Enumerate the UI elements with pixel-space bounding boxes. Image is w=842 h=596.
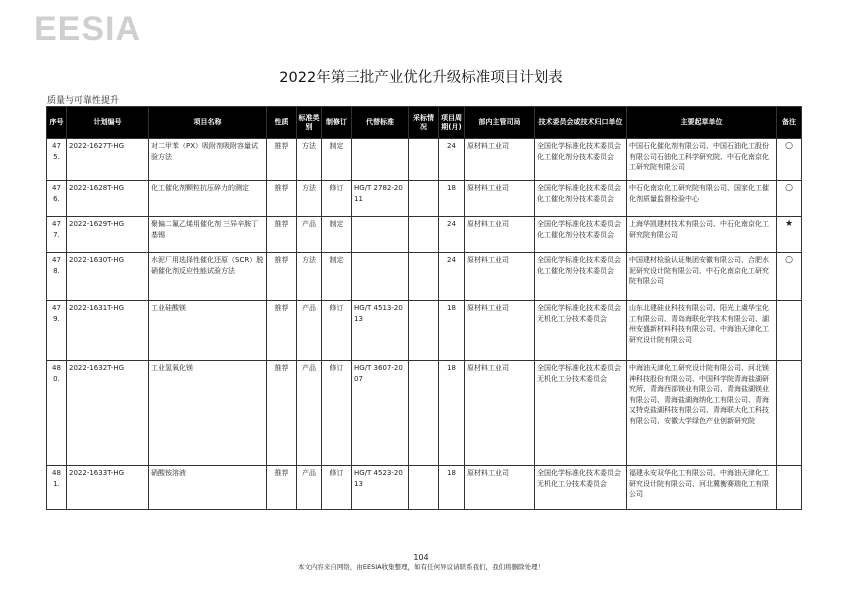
section-label: 质量与可靠性提升 xyxy=(47,96,120,106)
technical-committee: 全国化学标准化技术委员会化工催化剂分技术委员会 xyxy=(535,181,627,217)
technical-committee: 全国化学标准化技术委员会化工催化剂分技术委员会 xyxy=(535,217,627,253)
standard-category: 产品 xyxy=(297,361,322,466)
adoption-status xyxy=(409,253,439,301)
table-row xyxy=(47,253,802,301)
standard-category: 产品 xyxy=(297,217,322,253)
drafting-units: 中海油天津化工研究设计院有限公司、河北镁神科技股份有限公司、中国科学院青海盐湖研究所、青海西部镁业有限公司、青海盐湖镁业有限公司、青海盐湖海纳化工有限公司、青海又特克盐湖科技有限公司、青海联大化工科技有限公司、安徽大学绿色产业创新研究院 xyxy=(627,361,777,466)
table-row xyxy=(47,217,802,253)
replaced-standard: HG/T 3607-2007 xyxy=(352,361,409,466)
responsible-dept: 原材料工业司 xyxy=(465,466,535,510)
adoption-status xyxy=(409,181,439,217)
adoption-status xyxy=(409,301,439,361)
col-header: 计划编号 xyxy=(67,107,149,139)
remark-mark xyxy=(777,361,802,466)
standard-nature: 推荐 xyxy=(267,301,297,361)
project-period: 18 xyxy=(439,301,465,361)
standards-plan-table xyxy=(46,106,802,510)
revision-type: 修订 xyxy=(322,466,352,510)
col-header: 项目名称 xyxy=(149,107,267,139)
replaced-standard xyxy=(352,139,409,181)
replaced-standard: HG/T 4513-2013 xyxy=(352,301,409,361)
remark-mark: ○ xyxy=(777,253,802,301)
footer-note: 本文内容来自网络，由EESIA收集整理，如有任何异议请联系我们，我们将删除处理！ xyxy=(297,563,545,571)
adoption-status xyxy=(409,217,439,253)
project-name: 对二甲苯（PX）吸附剂吸附容量试验方法 xyxy=(149,139,267,181)
technical-committee: 全国化学标准化技术委员会无机化工分技术委员会 xyxy=(535,361,627,466)
row-number: 478. xyxy=(47,253,67,301)
col-header: 技术委员会或技术归口单位 xyxy=(535,107,627,139)
technical-committee: 全国化学标准化技术委员会无机化工分技术委员会 xyxy=(535,301,627,361)
project-period: 18 xyxy=(439,466,465,510)
standard-nature: 推荐 xyxy=(267,139,297,181)
replaced-standard xyxy=(352,217,409,253)
row-number: 479. xyxy=(47,301,67,361)
responsible-dept: 原材料工业司 xyxy=(465,139,535,181)
table-row xyxy=(47,181,802,217)
revision-type: 修订 xyxy=(322,361,352,466)
drafting-units: 上海华凯建材技术有限公司、中石化南京化工研究院有限公司 xyxy=(627,217,777,253)
remark-mark: ○ xyxy=(777,139,802,181)
row-number: 476. xyxy=(47,181,67,217)
revision-type: 制定 xyxy=(322,139,352,181)
plan-code: 2022-1633T-HG xyxy=(67,466,149,510)
row-number: 477. xyxy=(47,217,67,253)
standard-nature: 推荐 xyxy=(267,253,297,301)
page-title: 2022年第三批产业优化升级标准项目计划表 xyxy=(279,70,563,86)
drafting-units: 福建永安双华化工有限公司、中海油天津化工研究设计院有限公司、河北冀衡赛瑞化工有限公司 xyxy=(627,466,777,510)
responsible-dept: 原材料工业司 xyxy=(465,253,535,301)
project-name: 水泥厂用选择性催化还原（SCR）脱硝催化剂反应性能试验方法 xyxy=(149,253,267,301)
col-header: 主要起草单位 xyxy=(627,107,777,139)
responsible-dept: 原材料工业司 xyxy=(465,181,535,217)
col-header: 序号 xyxy=(47,107,67,139)
drafting-units: 山东北建硅业科技有限公司、阳光上虞华宝化工有限公司、青岛海联化学技术有限公司、湖州安盛新材料科技有限公司、中海油天津化工研究设计院有限公司 xyxy=(627,301,777,361)
standard-nature: 推荐 xyxy=(267,361,297,466)
page-number: 104 xyxy=(413,553,429,562)
col-header: 采标情况 xyxy=(409,107,439,139)
row-number: 475. xyxy=(47,139,67,181)
eesia-logo: EESIA xyxy=(34,10,142,48)
col-header: 备注 xyxy=(777,107,802,139)
revision-type: 修订 xyxy=(322,301,352,361)
col-header: 制修订 xyxy=(322,107,352,139)
adoption-status xyxy=(409,361,439,466)
responsible-dept: 原材料工业司 xyxy=(465,301,535,361)
col-header: 部内主管司局 xyxy=(465,107,535,139)
row-number: 481. xyxy=(47,466,67,510)
project-name: 工业硅酸镁 xyxy=(149,301,267,361)
technical-committee: 全国化学标准化技术委员会化工催化剂分技术委员会 xyxy=(535,139,627,181)
col-header: 代替标准 xyxy=(352,107,409,139)
adoption-status xyxy=(409,466,439,510)
project-period: 18 xyxy=(439,181,465,217)
table-row xyxy=(47,466,802,510)
revision-type: 制定 xyxy=(322,217,352,253)
plan-code: 2022-1632T-HG xyxy=(67,361,149,466)
replaced-standard xyxy=(352,253,409,301)
drafting-units: 中石化南京化工研究院有限公司、国家化工催化剂质量监督检验中心 xyxy=(627,181,777,217)
responsible-dept: 原材料工业司 xyxy=(465,217,535,253)
standard-nature: 推荐 xyxy=(267,217,297,253)
replaced-standard: HG/T 2782-2011 xyxy=(352,181,409,217)
revision-type: 制定 xyxy=(322,253,352,301)
col-header: 项目周期(月) xyxy=(439,107,465,139)
standard-category: 方法 xyxy=(297,139,322,181)
table-row xyxy=(47,301,802,361)
col-header: 性质 xyxy=(267,107,297,139)
remark-mark xyxy=(777,466,802,510)
standard-category: 方法 xyxy=(297,253,322,301)
technical-committee: 全国化学标准化技术委员会化工催化剂分技术委员会 xyxy=(535,253,627,301)
drafting-units: 中国建材检验认证集团安徽有限公司、合肥水泥研究设计院有限公司、中石化南京化工研究院有限公司 xyxy=(627,253,777,301)
adoption-status xyxy=(409,139,439,181)
project-period: 24 xyxy=(439,139,465,181)
project-period: 24 xyxy=(439,253,465,301)
project-name: 工业氢氧化镁 xyxy=(149,361,267,466)
table-header-row xyxy=(47,107,802,139)
plan-code: 2022-1629T-HG xyxy=(67,217,149,253)
col-header: 标准类别 xyxy=(297,107,322,139)
project-period: 18 xyxy=(439,361,465,466)
plan-code: 2022-1628T-HG xyxy=(67,181,149,217)
standard-category: 产品 xyxy=(297,466,322,510)
row-number: 480. xyxy=(47,361,67,466)
plan-code: 2022-1631T-HG xyxy=(67,301,149,361)
remark-mark: ★ xyxy=(777,217,802,253)
project-name: 化工催化剂颗粒抗压碎力的测定 xyxy=(149,181,267,217)
replaced-standard: HG/T 4523-2013 xyxy=(352,466,409,510)
responsible-dept: 原材料工业司 xyxy=(465,361,535,466)
remark-mark xyxy=(777,301,802,361)
plan-code: 2022-1630T-HG xyxy=(67,253,149,301)
project-name: 聚偏二氟乙烯用催化剂 三异辛胺丁基锡 xyxy=(149,217,267,253)
standard-category: 产品 xyxy=(297,301,322,361)
standard-category: 方法 xyxy=(297,181,322,217)
revision-type: 修订 xyxy=(322,181,352,217)
drafting-units: 中国石化催化剂有限公司、中国石油化工股份有限公司石油化工科学研究院、中石化南京化工研究院有限公司 xyxy=(627,139,777,181)
remark-mark: ○ xyxy=(777,181,802,217)
project-name: 硝酸铵溶液 xyxy=(149,466,267,510)
technical-committee: 全国化学标准化技术委员会无机化工分技术委员会 xyxy=(535,466,627,510)
standard-nature: 推荐 xyxy=(267,181,297,217)
table-row xyxy=(47,139,802,181)
project-period: 24 xyxy=(439,217,465,253)
table-row xyxy=(47,361,802,466)
standard-nature: 推荐 xyxy=(267,466,297,510)
plan-code: 2022-1627T-HG xyxy=(67,139,149,181)
